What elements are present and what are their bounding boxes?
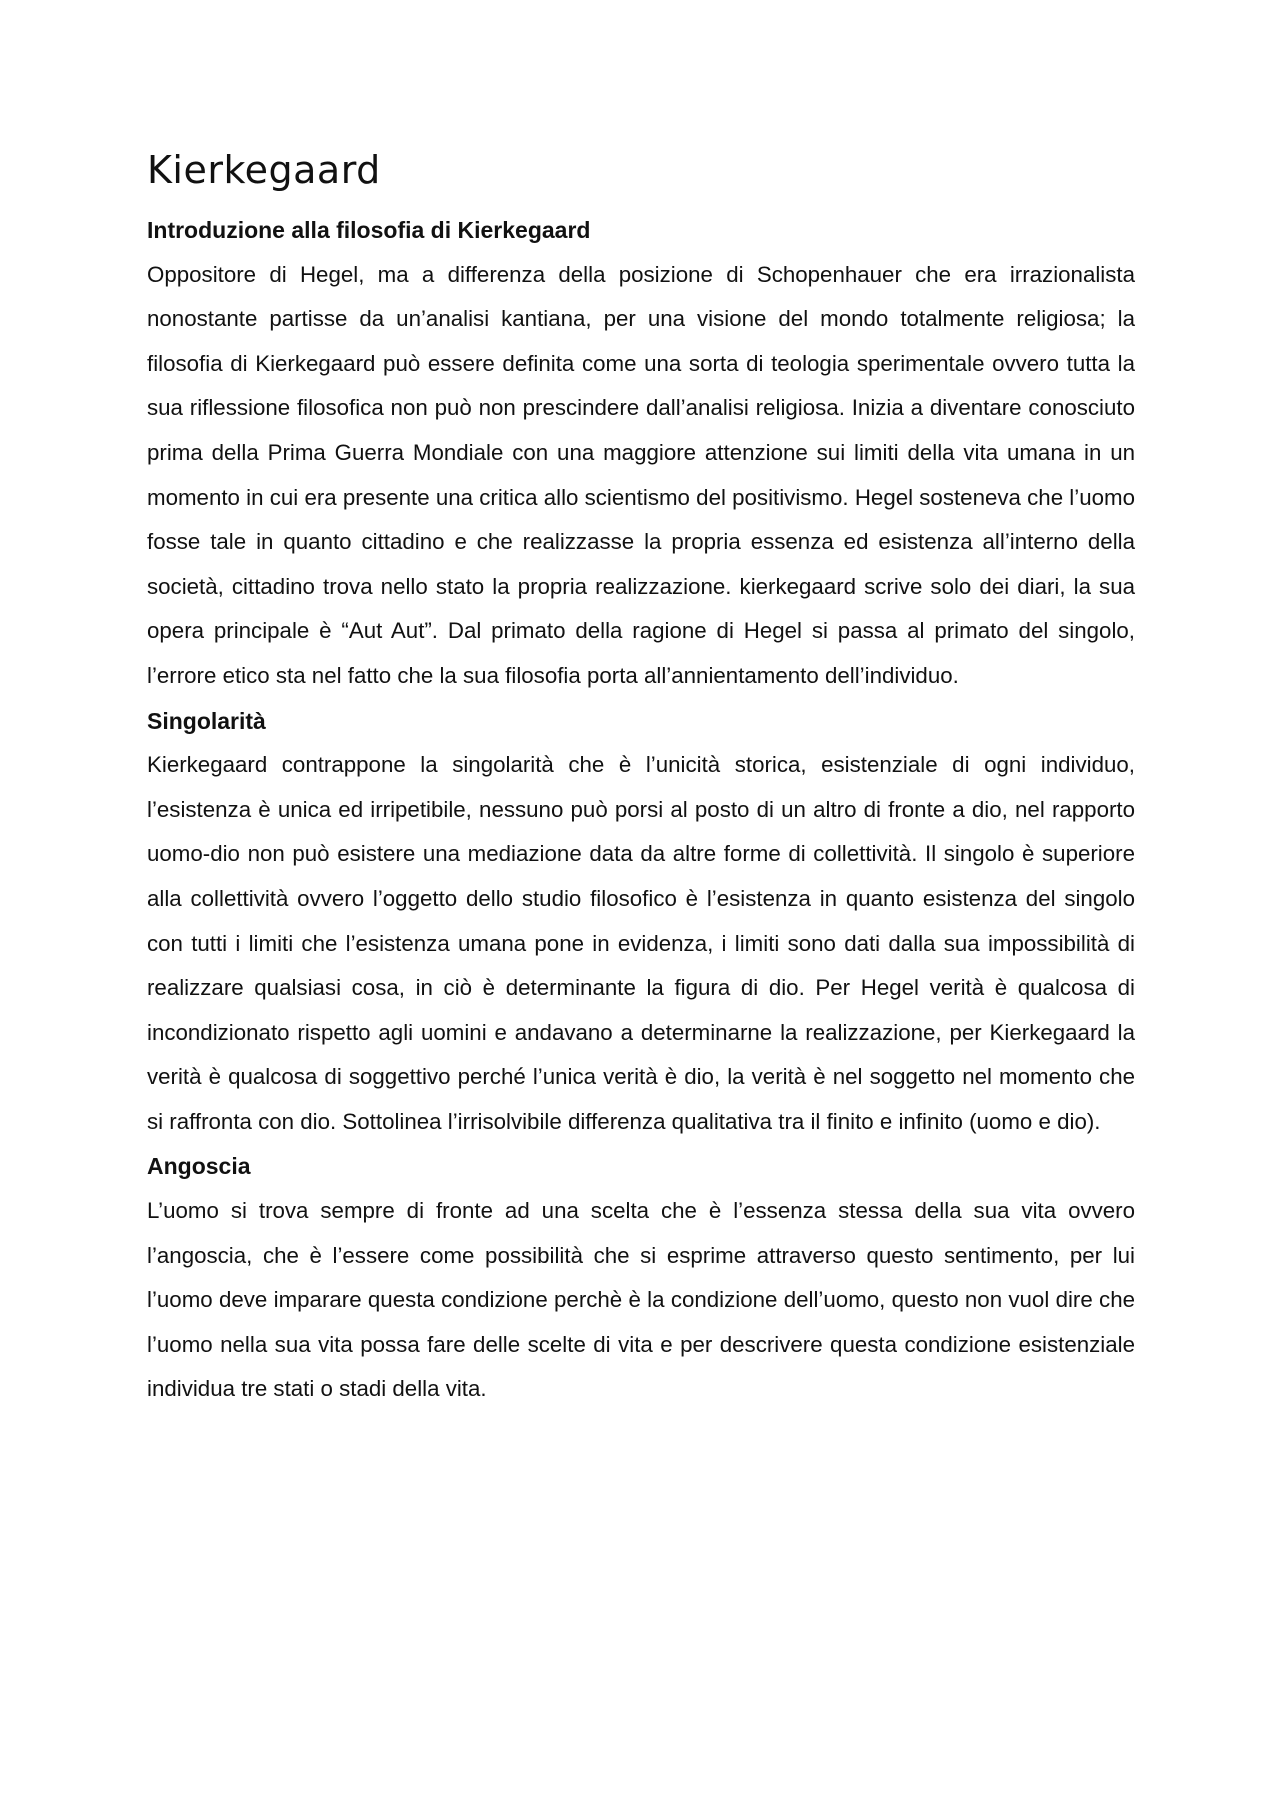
section-heading: Introduzione alla filosofia di Kierkegaard bbox=[147, 217, 591, 243]
section-angoscia bbox=[147, 1144, 1135, 1412]
document-title: Kierkegaard bbox=[147, 148, 381, 192]
section-paragraph: Oppositore di Hegel, ma a differenza della posizione di Schopenhauer che era irrazionalista nonostante partisse da un’analisi kantiana, per una visione del mondo totalmente religiosa; la filosofia di Kierkegaard può essere definita come una sorta di teologia sperimentale ovvero tutta la sua riflessione filosofica non può non prescindere dall’analisi religiosa. Inizia a diventare conosciuto prima della Prima Guerra Mondiale con una maggiore attenzione sui limiti della vita umana in un momento in cui era presente una critica allo scientismo del positivismo. Hegel sosteneva che l’uomo fosse tale in quanto cittadino e che realizzasse la propria essenza ed esistenza all’interno della società, cittadino trova nello stato la propria realizzazione. kierkegaard scrive solo dei diari, la sua opera principale è “Aut Aut”. Dal primato della ragione di Hegel si passa al primato del singolo, l’errore etico sta nel fatto che la sua filosofia porta all’annientamento dell’individuo. bbox=[147, 261, 1135, 688]
section-heading: Angoscia bbox=[147, 1153, 251, 1180]
section-introduzione bbox=[147, 208, 1135, 699]
section-paragraph: Kierkegaard contrappone la singolarità che è l’unicità storica, esistenziale di ogni individuo, l’esistenza è unica ed irripetibile, nessuno può porsi al posto di un altro di fronte a dio, nel rapporto uomo-dio non può esistere una mediazione data da altre forme di collettività. Il singolo è superiore alla collettività ovvero l’oggetto dello studio filosofico è l’esistenza in quanto esistenza del singolo con tutti i limiti che l’esistenza umana pone in evidenza, i limiti sono dati dalla sua impossibilità di realizzare qualsiasi cosa, in ciò è determinante la figura di dio. Per Hegel verità è qualcosa di incondizionato rispetto agli uomini e andavano a determinarne la realizzazione, per Kierkegaard la verità è qualcosa di soggettivo perché l’unica verità è dio, la verità è nel soggetto nel momento che si raffronta con dio. Sottolinea l’irrisolvibile differenza qualitativa tra il finito e infinito (uomo e dio). bbox=[147, 752, 1135, 1134]
section-heading: Singolarità bbox=[147, 707, 266, 734]
section-singolarita bbox=[147, 699, 1135, 1145]
section-paragraph: L’uomo si trova sempre di fronte ad una scelta che è l’essenza stessa della sua vita ovvero l’angoscia, che è l’essere come possibilità che si esprime attraverso questo sentimento, per lui l’uomo deve imparare questa condizione perchè è la condizione dell’uomo, questo non vuol dire che l’uomo nella sua vita possa fare delle scelte di vita e per descrivere questa condizione esistenziale individua tre stati o stadi della vita. bbox=[147, 1198, 1135, 1402]
document-page bbox=[147, 140, 1135, 1412]
